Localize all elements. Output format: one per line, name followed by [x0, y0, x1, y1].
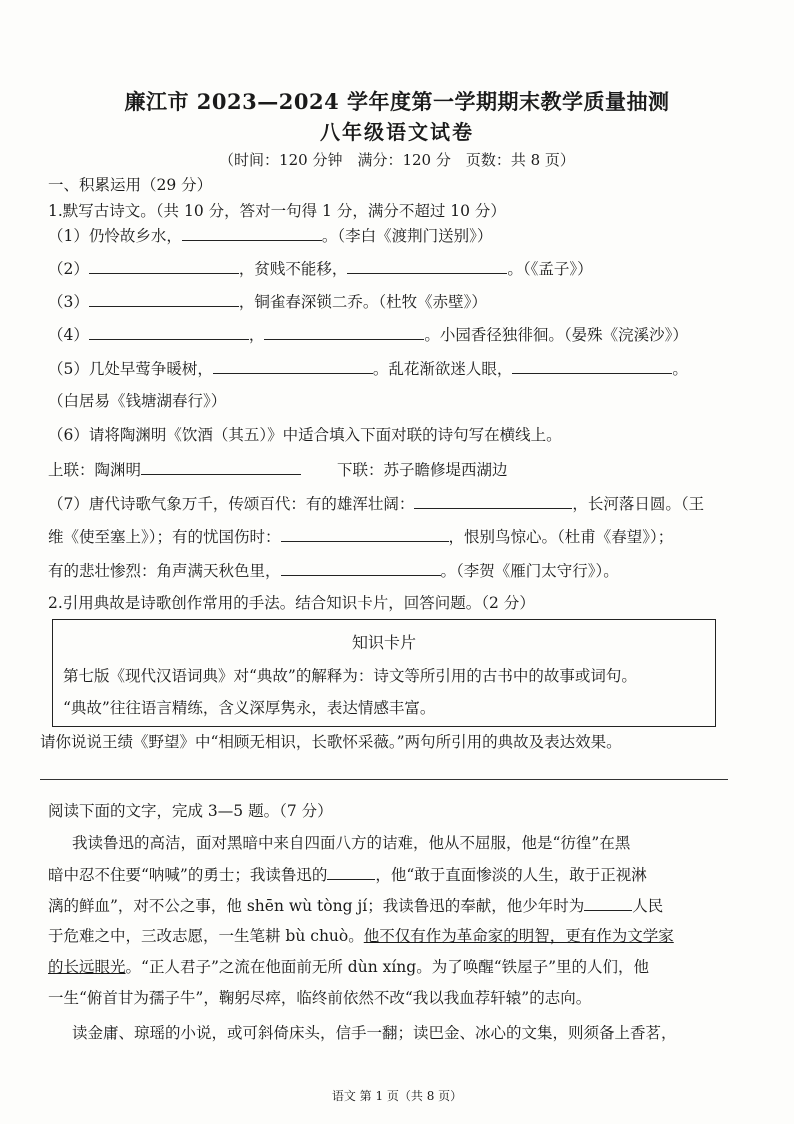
- reading-line-1: 我读鲁迅的高洁，面对黑暗中来自四面八方的诘难，他从不屈服，他是“彷徨”在黑: [72, 834, 631, 852]
- answer-line[interactable]: [40, 779, 728, 780]
- q1-item-5: [48, 357, 742, 380]
- answer-blank[interactable]: [141, 458, 301, 475]
- q1-item-4-text-b: ，: [248, 326, 265, 344]
- couplet-upper: 上联：陶渊明: [48, 461, 142, 479]
- q1-item-3: [48, 290, 742, 313]
- q1-item-2-text-b: ，贫贱不能移，: [238, 260, 348, 278]
- knowledge-card-line-1: 第七版《现代汉语词典》对“典故”的解释为：诗文等所引用的古书中的故事或词句。: [63, 667, 637, 685]
- answer-blank[interactable]: [213, 357, 373, 374]
- couplet-lower: 下联：苏子瞻修堤西湖边: [337, 461, 508, 479]
- underlined-sentence: 他不仅有作为革命家的明智，更有作为文学家: [363, 927, 674, 945]
- q2-stem: 2.引用典故是诗歌创作常用的手法。结合知识卡片，回答问题。（2 分）: [48, 594, 535, 612]
- reading-line-4-text-a: 于危难之中，三改志愿，一生笔耕 bù chuò。: [48, 927, 364, 945]
- q1-item-2-text-a: （2）: [48, 260, 89, 278]
- q1-stem: 1.默写古诗文。（共 10 分，答对一句得 1 分，满分不超过 10 分）: [48, 202, 506, 220]
- reading-line-2-text-b: ，他“敢于直面惨淡的人生，敢于正视淋: [375, 866, 647, 884]
- q1-item-7-line3: [48, 559, 742, 582]
- q1-couplet: [48, 458, 742, 481]
- q1-item-7-line2: [48, 525, 742, 548]
- section1-heading: 一、积累运用（29 分）: [48, 176, 213, 194]
- q1-item-7-text-e: 有的悲壮惨烈：角声满天秋色里，: [48, 562, 281, 580]
- page-footer: 语文 第 1 页（共 8 页）: [331, 1089, 463, 1103]
- knowledge-card-title: 知识卡片: [351, 633, 416, 652]
- answer-blank[interactable]: [89, 257, 239, 274]
- answer-blank[interactable]: [89, 323, 249, 340]
- q1-item-7-text-b: ，长河落日圆。（王: [572, 495, 705, 513]
- knowledge-card-line-2: “典故”往往语言精练，含义深厚隽永，表达情感丰富。: [63, 699, 436, 717]
- answer-blank[interactable]: [182, 224, 322, 241]
- q1-item-4-text-a: （4）: [48, 326, 89, 344]
- answer-blank[interactable]: [584, 894, 632, 911]
- q1-item-1-text-a: （1）仍怜故乡水，: [48, 227, 182, 245]
- reading-line-3-text-b: 人民: [632, 897, 664, 915]
- q1-item-2-text-c: 。（《孟子》）: [507, 260, 593, 278]
- reading-line-6: 一生“俯首甘为孺子牛”，鞠躬尽瘁，临终前依然不改“我以我血荐轩辕”的志向。: [48, 989, 592, 1007]
- reading-line-3: [48, 894, 742, 917]
- answer-blank[interactable]: [347, 257, 507, 274]
- q1-item-5-source: （白居易《钱塘湖春行》）: [48, 392, 227, 410]
- exam-title: 廉江市 2023—2024 学年度第一学期期末教学质量抽测: [124, 89, 670, 114]
- exam-subtitle: 八年级语文试卷: [320, 120, 474, 144]
- reading-line-5-text-b: 。“正人君子”之流在他面前无所 dùn xíng。为了唤醒“铁屋子”里的人们，他: [125, 958, 650, 976]
- q1-item-5-text-c: 。: [672, 360, 688, 378]
- q1-item-5-text-b: 。乱花渐欲迷人眼，: [372, 360, 513, 378]
- q1-item-4-text-c: 。小园香径独徘徊。（晏殊《浣溪沙》）: [424, 326, 688, 344]
- reading-line-3-text-a: 漓的鲜血”，对不公之事，他 shēn wù tòng jí；我读鲁迅的奉献，他少年时为: [48, 897, 585, 915]
- answer-blank[interactable]: [281, 525, 449, 542]
- q1-item-2: [48, 257, 742, 280]
- q1-item-3-text-b: ，铜雀春深锁二乔。（杜牧《赤壁》）: [238, 293, 487, 311]
- underlined-sentence-end: 的长远眼光: [48, 958, 126, 976]
- answer-blank[interactable]: [327, 863, 375, 880]
- q2-question: 请你说说王绩《野望》中“相顾无相识，长歌怀采薇。”两句所引用的典故及表达效果。: [40, 733, 622, 751]
- answer-blank[interactable]: [281, 559, 441, 576]
- q1-item-1: [48, 224, 742, 247]
- answer-blank[interactable]: [89, 290, 239, 307]
- answer-blank[interactable]: [264, 323, 424, 340]
- q1-item-7-text-a: （7）唐代诗歌气象万千，传颂百代：有的雄浑壮阔：: [48, 495, 415, 513]
- answer-blank[interactable]: [414, 492, 572, 509]
- knowledge-card: [52, 619, 716, 727]
- reading-line-4: [48, 925, 742, 947]
- exam-info: （时间：120 分钟 满分：120 分 页数：共 8 页）: [219, 151, 575, 169]
- reading-intro: 阅读下面的文字，完成 3—5 题。（7 分）: [48, 802, 333, 820]
- q1-item-4: [48, 323, 742, 346]
- q1-item-6: （6）请将陶渊明《饮酒（其五）》中适合填入下面对联的诗句写在横线上。: [48, 426, 562, 444]
- q1-item-7-text-d: ，恨别鸟惊心。（杜甫《春望》）；: [448, 528, 674, 546]
- answer-blank[interactable]: [512, 357, 672, 374]
- q1-item-7-text-c: 维《使至塞上》）；有的忧国伤时：: [48, 528, 281, 546]
- q1-item-3-text-a: （3）: [48, 293, 89, 311]
- q1-item-7-text-f: 。（李贺《雁门太守行》）。: [440, 562, 619, 580]
- q1-item-5-text-a: （5）几处早莺争暖树，: [48, 360, 213, 378]
- reading-line-2-text-a: 暗中忍不住要“呐喊”的勇士；我读鲁迅的: [48, 866, 328, 884]
- reading-line-7: 读金庸、琼瑶的小说，或可斜倚床头，信手一翻；读巴金、冰心的文集，则须备上香茗，: [72, 1024, 677, 1042]
- reading-line-2: [48, 863, 742, 886]
- q1-item-7-line1: [48, 492, 742, 515]
- q1-item-1-text-b: 。（李白《渡荆门送别》）: [321, 227, 493, 245]
- reading-line-5: [48, 956, 742, 978]
